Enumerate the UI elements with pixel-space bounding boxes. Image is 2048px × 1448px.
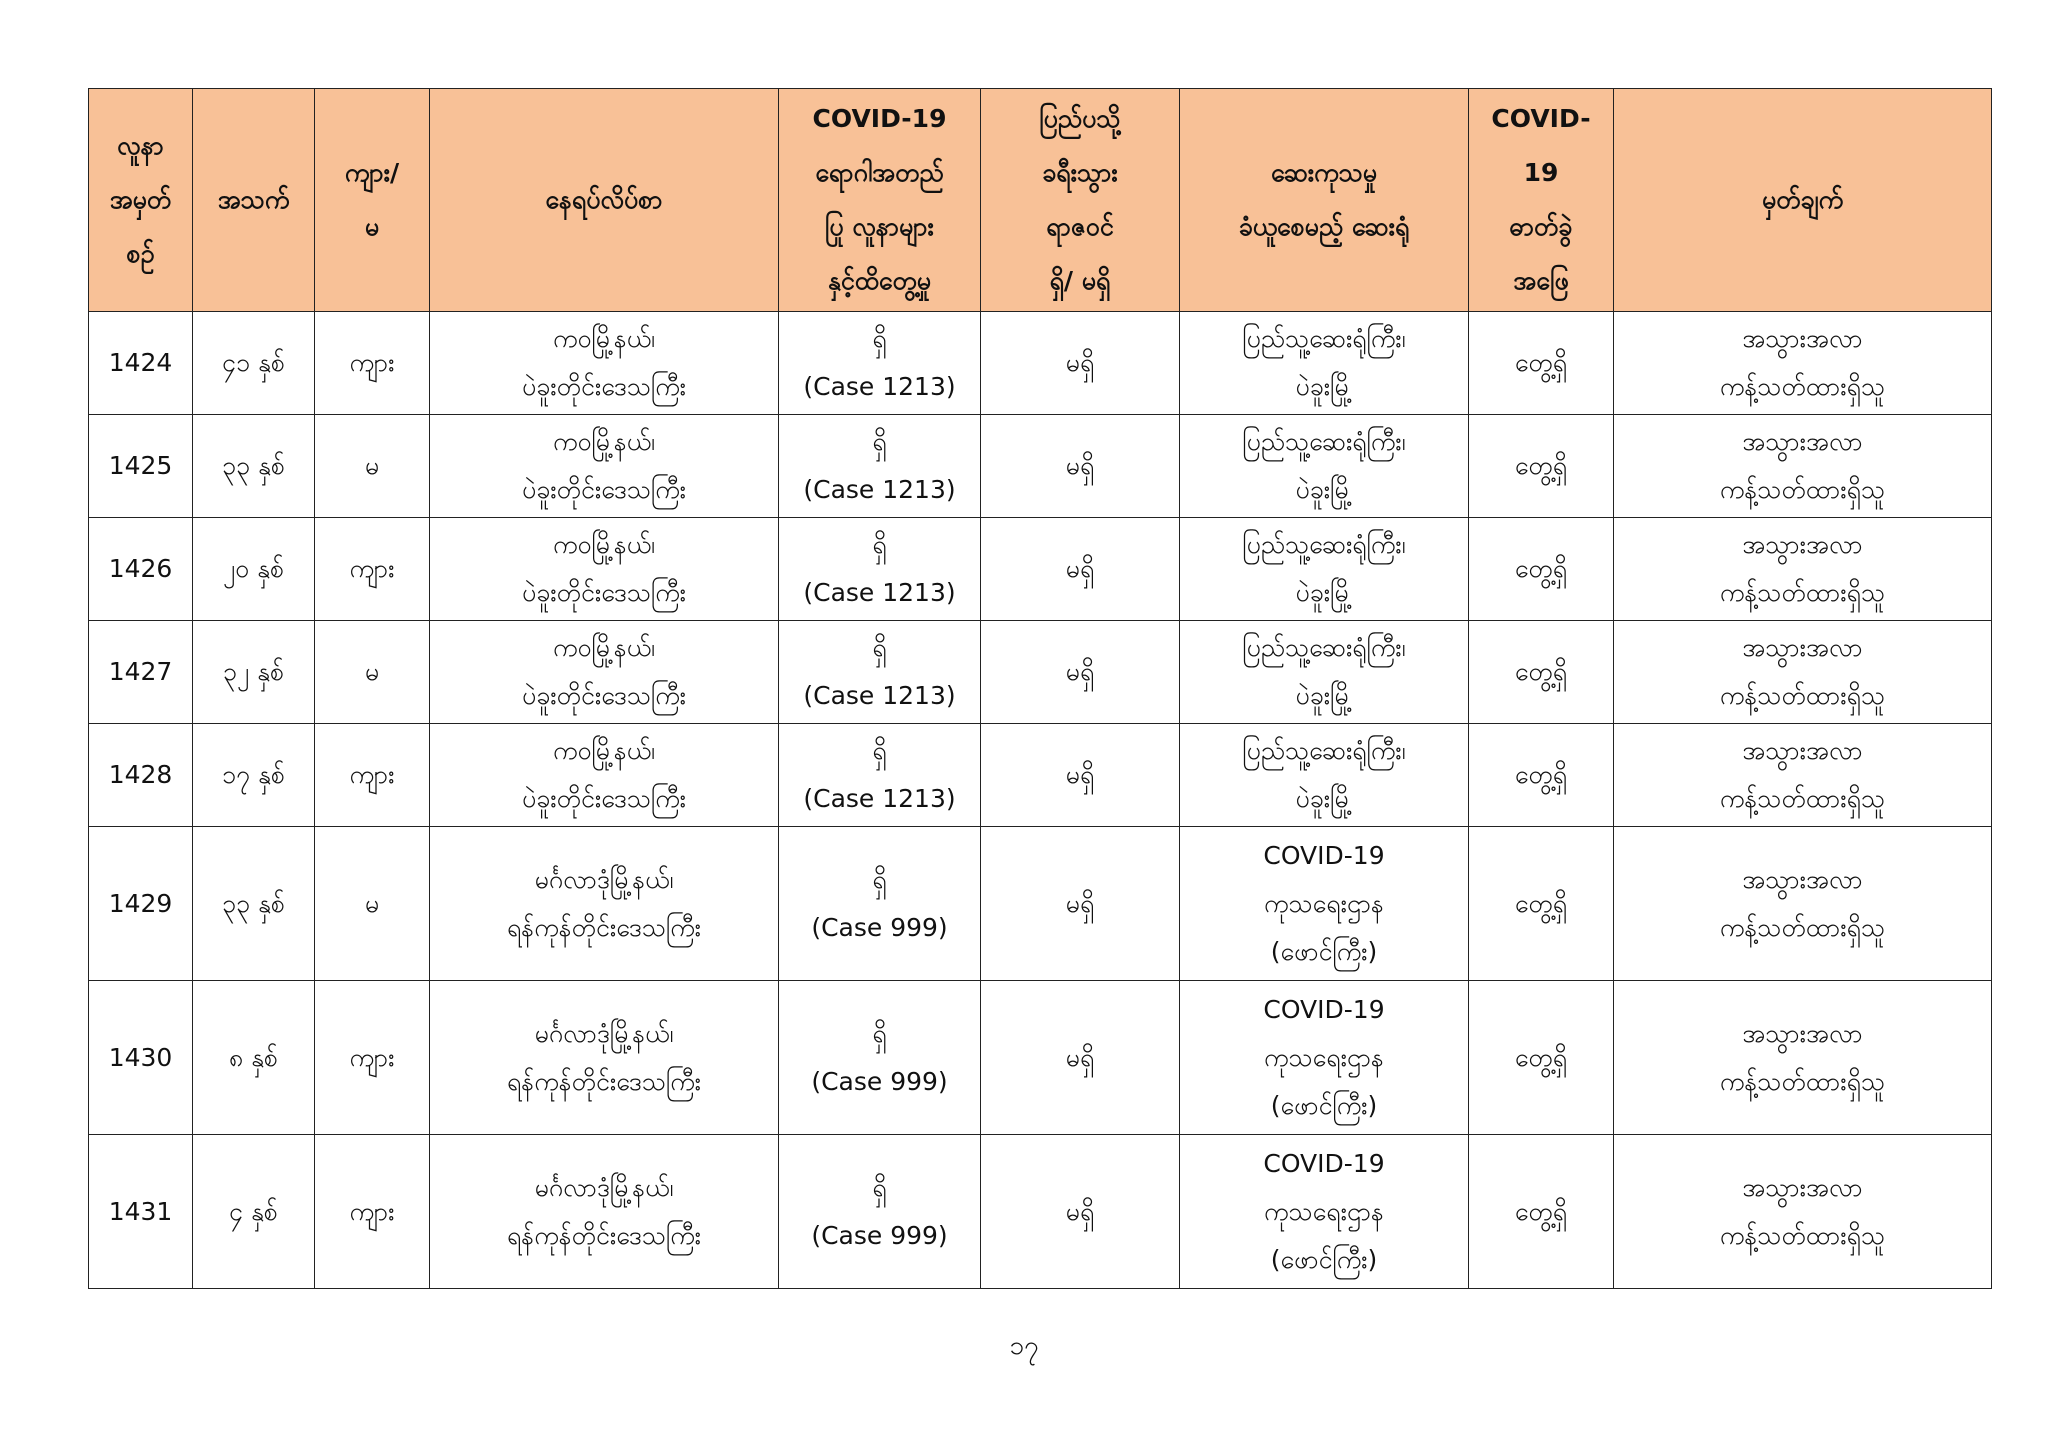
address-line: ရန်ကုန်တိုင်းဒေသကြီး (506, 1066, 702, 1096)
hospital-line: ပြည်သူ့ဆေးရုံကြီး၊ (1242, 530, 1406, 559)
cell-case-number: 1427 (89, 621, 193, 724)
cell-case-number: 1428 (89, 724, 193, 827)
cell-sex: မ (315, 415, 430, 518)
remark-line: ကန့်သတ်ထားရှိသူ (1719, 372, 1886, 401)
cell-address (430, 981, 779, 1135)
remark-line: ကန့်သတ်ထားရှိသူ (1719, 912, 1886, 942)
contact-line: (Case 1213) (803, 475, 956, 504)
remark-line: အသွားအလာ (1742, 633, 1863, 662)
cell-sex: ကျား (315, 312, 430, 415)
header-lab-result (1469, 89, 1614, 312)
cell-contact (779, 827, 981, 981)
cell-hospital (1180, 981, 1469, 1135)
cell-case-number: 1429 (89, 827, 193, 981)
header-line: COVID-19 (812, 104, 947, 133)
header-line: နေရပ်လိပ်စာ (545, 185, 663, 214)
header-line: ဓာတ်ခွဲ (1509, 212, 1573, 241)
cell-age: ၃၃ နှစ် (193, 827, 315, 981)
cell-address (430, 518, 779, 621)
cell-lab-result: တွေ့ရှိ (1469, 518, 1614, 621)
cell-remark (1614, 827, 1992, 981)
header-line: ခရီးသွား (1042, 158, 1118, 187)
contact-line: ရှိ (872, 633, 887, 662)
header-sex (315, 89, 430, 312)
contact-line: ရှိ (872, 530, 887, 559)
header-age (193, 89, 315, 312)
header-line: ခံယူစေမည့် ဆေးရုံ (1238, 212, 1410, 241)
remark-line: အသွားအလာ (1742, 864, 1863, 894)
header-line: ရှိ/ မရှိ (1049, 266, 1111, 295)
contact-line: (Case 999) (811, 1066, 948, 1096)
hospital-line: ပဲခူးမြို့ (1295, 681, 1353, 710)
contact-line: (Case 1213) (803, 372, 956, 401)
cell-travel-history: မရှိ (981, 621, 1180, 724)
hospital-line: ပြည်သူ့ဆေးရုံကြီး၊ (1242, 427, 1406, 456)
header-line: ပြု လူနာများ (825, 212, 934, 241)
header-line: ကျား/ (344, 158, 400, 187)
address-line: မင်္ဂလာဒုံမြို့နယ်၊ (534, 1018, 674, 1048)
header-address (430, 89, 779, 312)
hospital-line: (ဖောင်ကြီး) (1270, 1090, 1378, 1120)
address-line: ပဲခူးတိုင်းဒေသကြီး (521, 681, 687, 710)
remark-line: အသွားအလာ (1742, 427, 1863, 456)
cell-sex: မ (315, 621, 430, 724)
cell-age: ၂၀ နှစ် (193, 518, 315, 621)
header-line: အဖြေ (1513, 266, 1569, 295)
cell-remark (1614, 724, 1992, 827)
cell-hospital (1180, 415, 1469, 518)
address-line: ရန်ကုန်တိုင်းဒေသကြီး (506, 912, 702, 942)
table-row (89, 724, 1992, 827)
cell-address (430, 621, 779, 724)
cell-hospital (1180, 621, 1469, 724)
address-line: ရန်ကုန်တိုင်းဒေသကြီး (506, 1220, 702, 1250)
header-line: အမှတ် (109, 185, 172, 214)
header-line: ရာဇဝင် (1046, 212, 1114, 241)
header-line: မှတ်ချက် (1761, 185, 1844, 214)
hospital-line: ပြည်သူ့ဆေးရုံကြီး၊ (1242, 633, 1406, 662)
cell-lab-result: တွေ့ရှိ (1469, 312, 1614, 415)
cell-lab-result: တွေ့ရှိ (1469, 724, 1614, 827)
cell-lab-result: တွေ့ရှိ (1469, 827, 1614, 981)
hospital-line: ပဲခူးမြို့ (1295, 784, 1353, 813)
contact-line: ရှိ (872, 427, 887, 456)
cell-lab-result: တွေ့ရှိ (1469, 1135, 1614, 1289)
address-line: ကဝမြို့နယ်၊ (552, 324, 655, 353)
remark-line: ကန့်သတ်ထားရှိသူ (1719, 784, 1886, 813)
cell-remark (1614, 415, 1992, 518)
cell-age: ၄၁ နှစ် (193, 312, 315, 415)
contact-line: (Case 1213) (803, 784, 956, 813)
cell-sex: ကျား (315, 724, 430, 827)
header-travel-history (981, 89, 1180, 312)
cell-sex: မ (315, 827, 430, 981)
table-row (89, 518, 1992, 621)
header-line: မ (364, 212, 380, 241)
cell-hospital (1180, 518, 1469, 621)
cell-case-number: 1431 (89, 1135, 193, 1289)
cell-address (430, 724, 779, 827)
cell-lab-result: တွေ့ရှိ (1469, 981, 1614, 1135)
hospital-line: ပြည်သူ့ဆေးရုံကြီး၊ (1242, 324, 1406, 353)
address-line: ကဝမြို့နယ်၊ (552, 427, 655, 456)
cell-contact (779, 415, 981, 518)
address-line: ကဝမြို့နယ်၊ (552, 530, 655, 559)
cell-case-number: 1426 (89, 518, 193, 621)
cell-address (430, 415, 779, 518)
cell-contact (779, 312, 981, 415)
header-line: နှင့်ထိတွေ့မှု (827, 266, 932, 295)
cell-age: ၁၇ နှစ် (193, 724, 315, 827)
hospital-line: ကုသရေးဌာန (1264, 1042, 1384, 1072)
page-number: ၁၇ (1009, 1331, 1039, 1361)
cell-hospital (1180, 1135, 1469, 1289)
cell-travel-history: မရှိ (981, 1135, 1180, 1289)
hospital-line: COVID-19 (1263, 994, 1385, 1024)
cell-hospital (1180, 724, 1469, 827)
header-line: အသက် (217, 185, 290, 214)
hospital-line: ပြည်သူ့ဆေးရုံကြီး၊ (1242, 736, 1406, 765)
hospital-line: (ဖောင်ကြီး) (1270, 936, 1378, 966)
header-hospital (1180, 89, 1469, 312)
cell-case-number: 1430 (89, 981, 193, 1135)
remark-line: အသွားအလာ (1742, 736, 1863, 765)
address-line: ပဲခူးတိုင်းဒေသကြီး (521, 578, 687, 607)
cell-contact (779, 518, 981, 621)
cell-travel-history: မရှိ (981, 981, 1180, 1135)
hospital-line: ကုသရေးဌာန (1264, 888, 1384, 918)
address-line: မင်္ဂလာဒုံမြို့နယ်၊ (534, 1172, 674, 1202)
table-row (89, 621, 1992, 724)
cell-sex: ကျား (315, 518, 430, 621)
cell-age: ၈ နှစ် (193, 981, 315, 1135)
contact-line: ရှိ (872, 324, 887, 353)
contact-line: ရှိ (872, 864, 887, 894)
address-line: မင်္ဂလာဒုံမြို့နယ်၊ (534, 864, 674, 894)
hospital-line: COVID-19 (1263, 1148, 1385, 1178)
address-line: ပဲခူးတိုင်းဒေသကြီး (521, 372, 687, 401)
cell-sex: ကျား (315, 1135, 430, 1289)
cell-travel-history: မရှိ (981, 312, 1180, 415)
remark-line: ကန့်သတ်ထားရှိသူ (1719, 681, 1886, 710)
contact-line: ရှိ (872, 1018, 887, 1048)
cell-remark (1614, 312, 1992, 415)
remark-line: ကန့်သတ်ထားရှိသူ (1719, 1220, 1886, 1250)
hospital-line: ပဲခူးမြို့ (1295, 372, 1353, 401)
remark-line: ကန့်သတ်ထားရှိသူ (1719, 578, 1886, 607)
cell-sex: ကျား (315, 981, 430, 1135)
address-line: ကဝမြို့နယ်၊ (552, 633, 655, 662)
header-contact (779, 89, 981, 312)
contact-line: ရှိ (872, 736, 887, 765)
table-row (89, 1135, 1992, 1289)
contact-line: (Case 999) (811, 912, 948, 942)
cell-age: ၃၂ နှစ် (193, 621, 315, 724)
remark-line: အသွားအလာ (1742, 530, 1863, 559)
contact-line: (Case 1213) (803, 578, 956, 607)
header-line: 19 (1523, 158, 1559, 187)
covid-case-table (88, 88, 1992, 1289)
header-line: ပြည်ပသို့ (1039, 104, 1121, 133)
cell-age: ၄ နှစ် (193, 1135, 315, 1289)
hospital-line: ကုသရေးဌာန (1264, 1196, 1384, 1226)
cell-case-number: 1424 (89, 312, 193, 415)
hospital-line: COVID-19 (1263, 840, 1385, 870)
cell-lab-result: တွေ့ရှိ (1469, 621, 1614, 724)
contact-line: (Case 1213) (803, 681, 956, 710)
cell-travel-history: မရှိ (981, 518, 1180, 621)
hospital-line: (ဖောင်ကြီး) (1270, 1244, 1378, 1274)
table-header-row (89, 89, 1992, 312)
cell-remark (1614, 518, 1992, 621)
remark-line: အသွားအလာ (1742, 1172, 1863, 1202)
header-line: ရောဂါအတည် (815, 158, 944, 187)
cell-age: ၃၃ နှစ် (193, 415, 315, 518)
contact-line: (Case 999) (811, 1220, 948, 1250)
cell-remark (1614, 981, 1992, 1135)
cell-contact (779, 981, 981, 1135)
cell-address (430, 312, 779, 415)
header-line: လူနာ (117, 131, 164, 160)
header-remark (1614, 89, 1992, 312)
cell-case-number: 1425 (89, 415, 193, 518)
cell-address (430, 1135, 779, 1289)
remark-line: အသွားအလာ (1742, 324, 1863, 353)
cell-travel-history: မရှိ (981, 827, 1180, 981)
header-line: စဉ် (126, 239, 155, 268)
cell-travel-history: မရှိ (981, 724, 1180, 827)
remark-line: ကန့်သတ်ထားရှိသူ (1719, 475, 1886, 504)
cell-remark (1614, 1135, 1992, 1289)
contact-line: ရှိ (872, 1172, 887, 1202)
header-line: COVID- (1491, 104, 1591, 133)
cell-hospital (1180, 312, 1469, 415)
address-line: ပဲခူးတိုင်းဒေသကြီး (521, 475, 687, 504)
cell-address (430, 827, 779, 981)
hospital-line: ပဲခူးမြို့ (1295, 578, 1353, 607)
header-case-number (89, 89, 193, 312)
cell-lab-result: တွေ့ရှိ (1469, 415, 1614, 518)
cell-remark (1614, 621, 1992, 724)
cell-contact (779, 1135, 981, 1289)
cell-hospital (1180, 827, 1469, 981)
table-row (89, 312, 1992, 415)
table-row (89, 827, 1992, 981)
address-line: ကဝမြို့နယ်၊ (552, 736, 655, 765)
cell-contact (779, 724, 981, 827)
cell-travel-history: မရှိ (981, 415, 1180, 518)
hospital-line: ပဲခူးမြို့ (1295, 475, 1353, 504)
remark-line: အသွားအလာ (1742, 1018, 1863, 1048)
table-row (89, 415, 1992, 518)
table-row (89, 981, 1992, 1135)
header-line: ဆေးကုသမှု (1270, 158, 1378, 187)
address-line: ပဲခူးတိုင်းဒေသကြီး (521, 784, 687, 813)
remark-line: ကန့်သတ်ထားရှိသူ (1719, 1066, 1886, 1096)
cell-contact (779, 621, 981, 724)
